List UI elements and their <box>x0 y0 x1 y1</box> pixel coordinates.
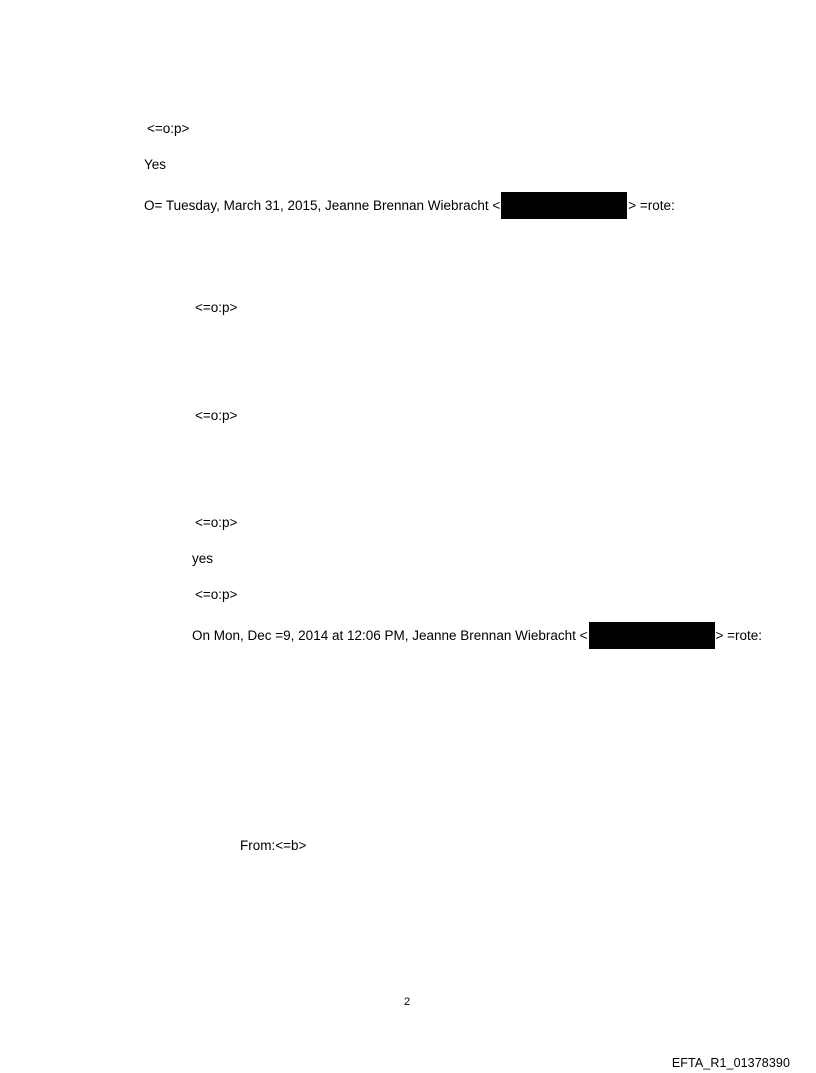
markup-fragment: <=o:p> <box>195 408 238 423</box>
quote-header-line <box>144 193 675 220</box>
markup-fragment: <=o:p> <box>195 587 238 602</box>
markup-fragment: <=o:p> <box>195 300 238 315</box>
quote-header-suffix: > =rote: <box>715 628 763 644</box>
markup-fragment: <=o:p> <box>195 515 238 530</box>
quote-header-text: O= Tuesday, March 31, 2015, Jeanne Brennan Wiebracht < <box>144 198 501 214</box>
reply-text: Yes <box>144 157 167 172</box>
redaction-block <box>589 622 715 649</box>
reply-text: yes <box>192 551 214 566</box>
redaction-block <box>501 192 627 219</box>
quote-header-suffix: > =rote: <box>628 198 675 214</box>
from-label: From:<=b> <box>240 838 307 853</box>
quote-header-text: On Mon, Dec =9, 2014 at 12:06 PM, Jeanne Brennan Wiebracht < <box>192 628 588 644</box>
markup-fragment: <=o:p> <box>147 121 190 136</box>
bates-number: EFTA_R1_01378390 <box>671 1056 790 1070</box>
quote-header-line <box>192 623 762 650</box>
page-number: 2 <box>404 996 411 1008</box>
